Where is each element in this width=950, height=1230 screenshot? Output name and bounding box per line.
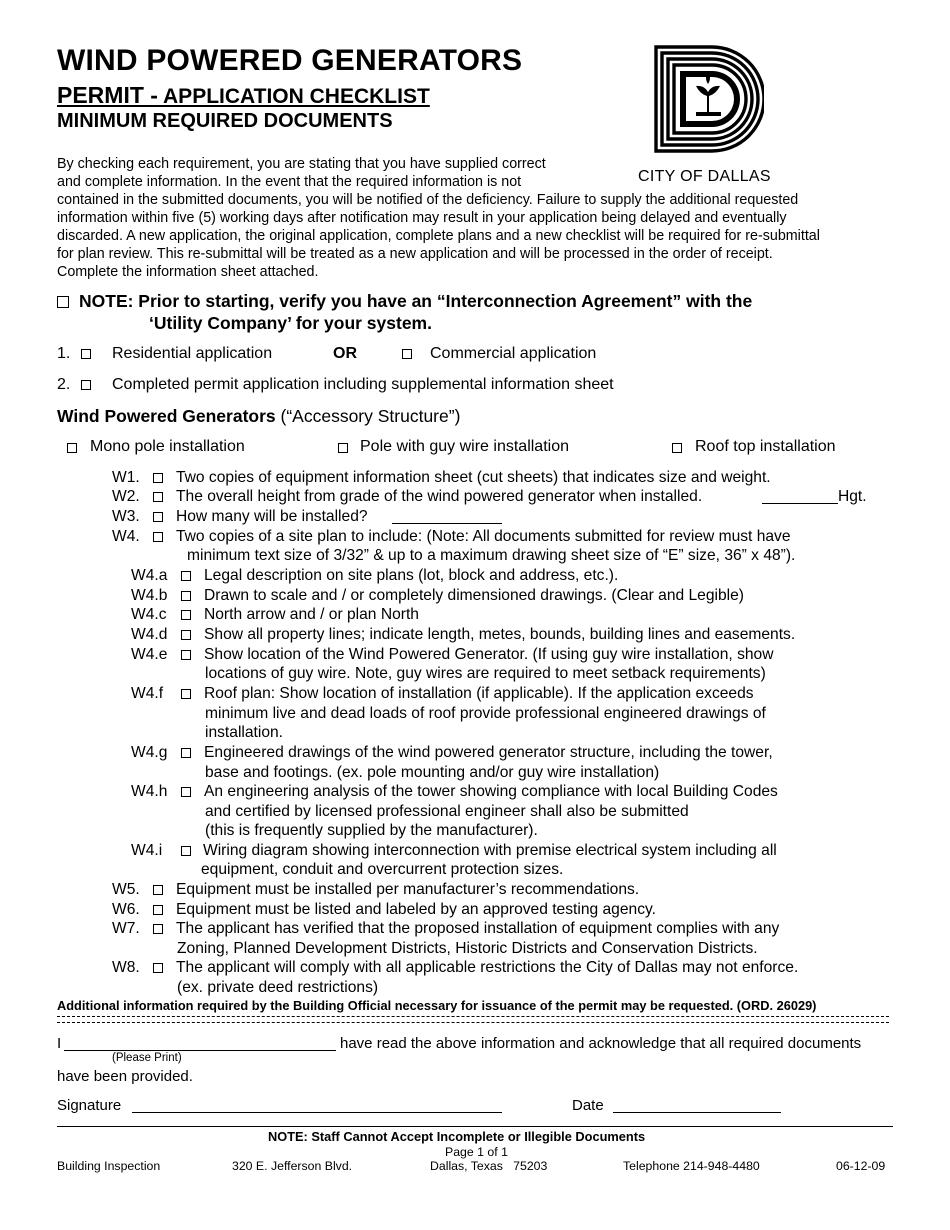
- w3-text: How many will be installed?: [176, 508, 368, 525]
- note-line-2: ‘Utility Company’ for your system.: [149, 313, 432, 333]
- or-label: OR: [333, 345, 357, 362]
- quantity-input-line[interactable]: [392, 523, 502, 524]
- footer-note: NOTE: Staff Cannot Accept Incomplete or Illegible Documents: [268, 1129, 646, 1144]
- w1-checkbox[interactable]: [153, 473, 163, 483]
- w2-unit: Hgt.: [838, 488, 867, 505]
- w4i-checkbox[interactable]: [181, 846, 191, 856]
- name-input-line[interactable]: [64, 1050, 336, 1051]
- item-2-label: Completed permit application including supplemental information sheet: [112, 376, 614, 393]
- footer-department: Building Inspection: [57, 1159, 161, 1173]
- w4f-checkbox[interactable]: [181, 689, 191, 699]
- w4f-text-3: installation.: [205, 724, 284, 741]
- w4g-label: W4.g: [131, 744, 168, 761]
- footer-date: 06-12-09: [836, 1159, 886, 1173]
- roof-top-label: Roof top installation: [695, 438, 836, 455]
- w4h-text-3: (this is frequently supplied by the manufacturer).: [205, 822, 538, 839]
- w4e-text-2: locations of guy wire. Note, guy wires are required to meet setback requirements): [205, 665, 766, 682]
- w4i-label: W4.i: [131, 842, 163, 859]
- item-2-number: 2.: [57, 376, 71, 393]
- w8-text-2: (ex. private deed restrictions): [177, 979, 379, 996]
- w4a-text: Legal description on site plans (lot, block and address, etc.).: [204, 567, 619, 584]
- please-print-label: (Please Print): [112, 1052, 182, 1064]
- document-subtitle-2: MINIMUM REQUIRED DOCUMENTS: [57, 110, 393, 132]
- w6-label: W6.: [112, 901, 140, 918]
- w4a-checkbox[interactable]: [181, 571, 191, 581]
- w4i-text: Wiring diagram showing interconnection with premise electrical system including all: [203, 842, 777, 859]
- footer-rule: [57, 1126, 893, 1127]
- additional-info: Additional information required by the Building Official necessary for issuance of the permit may be requested. (ORD. 26029): [57, 998, 817, 1013]
- height-input-line[interactable]: [762, 503, 838, 504]
- w4-text-2: minimum text size of 3/32” & up to a maximum drawing sheet size of “E” size, 36” x 48”).: [187, 547, 796, 564]
- roof-top-checkbox[interactable]: [672, 443, 682, 453]
- w4h-label: W4.h: [131, 783, 168, 800]
- w3-checkbox[interactable]: [153, 512, 163, 522]
- ack-text-2: have been provided.: [57, 1068, 193, 1085]
- w4g-text: Engineered drawings of the wind powered generator structure, including the tower,: [204, 744, 773, 761]
- w2-checkbox[interactable]: [153, 492, 163, 502]
- w4c-label: W4.c: [131, 606, 167, 623]
- w4f-label: W4.f: [131, 685, 164, 702]
- w4g-text-2: base and footings. (ex. pole mounting and/or guy wire installation): [205, 764, 660, 781]
- w4d-text: Show all property lines; indicate length, metes, bounds, building lines and easements.: [204, 626, 796, 643]
- w4h-checkbox[interactable]: [181, 787, 191, 797]
- w5-text: Equipment must be installed per manufacturer’s recommendations.: [176, 881, 640, 898]
- note-line-1: NOTE: Prior to starting, verify you have an “Interconnection Agreement” with the: [57, 291, 752, 312]
- page-number: Page 1 of 1: [445, 1145, 508, 1159]
- date-input-line[interactable]: [613, 1112, 781, 1113]
- w4-text: Two copies of a site plan to include: (Note: All documents submitted for review must have: [176, 528, 791, 545]
- w8-checkbox[interactable]: [153, 963, 163, 973]
- w2-text: The overall height from grade of the wind powered generator when installed.: [176, 488, 703, 505]
- checklist-label: APPLICATION CHECKLIST: [163, 85, 430, 108]
- note-checkbox[interactable]: [57, 296, 69, 308]
- w7-label: W7.: [112, 920, 140, 937]
- mono-pole-label: Mono pole installation: [90, 438, 245, 455]
- residential-checkbox[interactable]: [81, 349, 91, 359]
- w6-text: Equipment must be listed and labeled by an approved testing agency.: [176, 901, 656, 918]
- footer-phone: Telephone 214-948-4480: [623, 1159, 760, 1173]
- w4i-text-2: equipment, conduit and overcurrent protection sizes.: [201, 861, 564, 878]
- guy-wire-label: Pole with guy wire installation: [360, 438, 569, 455]
- w1-text: Two copies of equipment information sheet (cut sheets) that indicates size and weight.: [176, 469, 771, 486]
- intro-line-6: for plan review. This re-submittal will be treated as a new application and will be processed in the order of receipt.: [57, 246, 773, 262]
- w4e-checkbox[interactable]: [181, 650, 191, 660]
- w4f-text: Roof plan: Show location of installation (if applicable). If the application exceeds: [204, 685, 754, 702]
- document-subtitle: [57, 82, 430, 109]
- w4c-text: North arrow and / or plan North: [204, 606, 419, 623]
- intro-line-7: Complete the information sheet attached.: [57, 264, 319, 280]
- w8-label: W8.: [112, 959, 140, 976]
- intro-line-5: discarded. A new application, the original application, complete plans and a new checklist will be required for re-submittal: [57, 228, 820, 244]
- w8-text: The applicant will comply with all applicable restrictions the City of Dallas may not enforce.: [176, 959, 799, 976]
- intro-line-1: By checking each requirement, you are stating that you have supplied correct: [57, 156, 546, 172]
- ack-i: I: [57, 1035, 62, 1052]
- w4d-label: W4.d: [131, 626, 168, 643]
- w5-label: W5.: [112, 881, 140, 898]
- w4e-label: W4.e: [131, 646, 168, 663]
- signature-input-line[interactable]: [132, 1112, 502, 1113]
- w4h-text: An engineering analysis of the tower showing compliance with local Building Codes: [204, 783, 778, 800]
- w4d-checkbox[interactable]: [181, 630, 191, 640]
- logo-text: CITY OF DALLAS: [638, 168, 771, 185]
- document-title: WIND POWERED GENERATORS: [57, 44, 523, 77]
- w4-checkbox[interactable]: [153, 532, 163, 542]
- w4b-text: Drawn to scale and / or completely dimensioned drawings. (Clear and Legible): [204, 587, 744, 604]
- w6-checkbox[interactable]: [153, 905, 163, 915]
- commercial-label: Commercial application: [430, 345, 597, 362]
- intro-line-4: information within five (5) working days after notification may result in your application being delayed and eventually: [57, 210, 787, 226]
- w7-text-2: Zoning, Planned Development Districts, Historic Districts and Conservation Districts.: [177, 940, 758, 957]
- guy-wire-checkbox[interactable]: [338, 443, 348, 453]
- w4c-checkbox[interactable]: [181, 610, 191, 620]
- city-of-dallas-logo-icon: [652, 44, 764, 162]
- w4b-label: W4.b: [131, 587, 168, 604]
- w4b-checkbox[interactable]: [181, 591, 191, 601]
- intro-line-3: contained in the submitted documents, you will be notified of the deficiency. Failure to supply the additional requested: [57, 192, 799, 208]
- double-dashed-divider: [57, 1016, 889, 1023]
- intro-line-2: and complete information. In the event that the required information is not: [57, 174, 522, 190]
- section-title: Wind Powered Generators (“Accessory Structure”): [57, 406, 461, 426]
- residential-label: Residential application: [112, 345, 273, 362]
- footer-city: Dallas, Texas 75203: [430, 1159, 548, 1173]
- w7-text: The applicant has verified that the proposed installation of equipment complies with any: [176, 920, 780, 937]
- commercial-checkbox[interactable]: [402, 349, 412, 359]
- w4a-label: W4.a: [131, 567, 168, 584]
- date-label: Date: [572, 1097, 604, 1114]
- w7-checkbox[interactable]: [153, 924, 163, 934]
- permit-application-checkbox[interactable]: [81, 380, 91, 390]
- w2-label: W2.: [112, 488, 140, 505]
- w4h-text-2: and certified by licensed professional engineer shall also be submitted: [205, 803, 689, 820]
- item-1-number: 1.: [57, 345, 71, 362]
- w3-label: W3.: [112, 508, 140, 525]
- w4e-text: Show location of the Wind Powered Generator. (If using guy wire installation, show: [204, 646, 774, 663]
- footer-address: 320 E. Jefferson Blvd.: [232, 1159, 353, 1173]
- permit-label: PERMIT -: [57, 82, 158, 108]
- signature-label: Signature: [57, 1097, 122, 1114]
- w4f-text-2: minimum live and dead loads of roof provide professional engineered drawings of: [205, 705, 766, 722]
- mono-pole-checkbox[interactable]: [67, 443, 77, 453]
- w4-label: W4.: [112, 528, 140, 545]
- ack-text: have read the above information and acknowledge that all required documents: [340, 1035, 862, 1052]
- w4g-checkbox[interactable]: [181, 748, 191, 758]
- w1-label: W1.: [112, 469, 140, 486]
- w5-checkbox[interactable]: [153, 885, 163, 895]
